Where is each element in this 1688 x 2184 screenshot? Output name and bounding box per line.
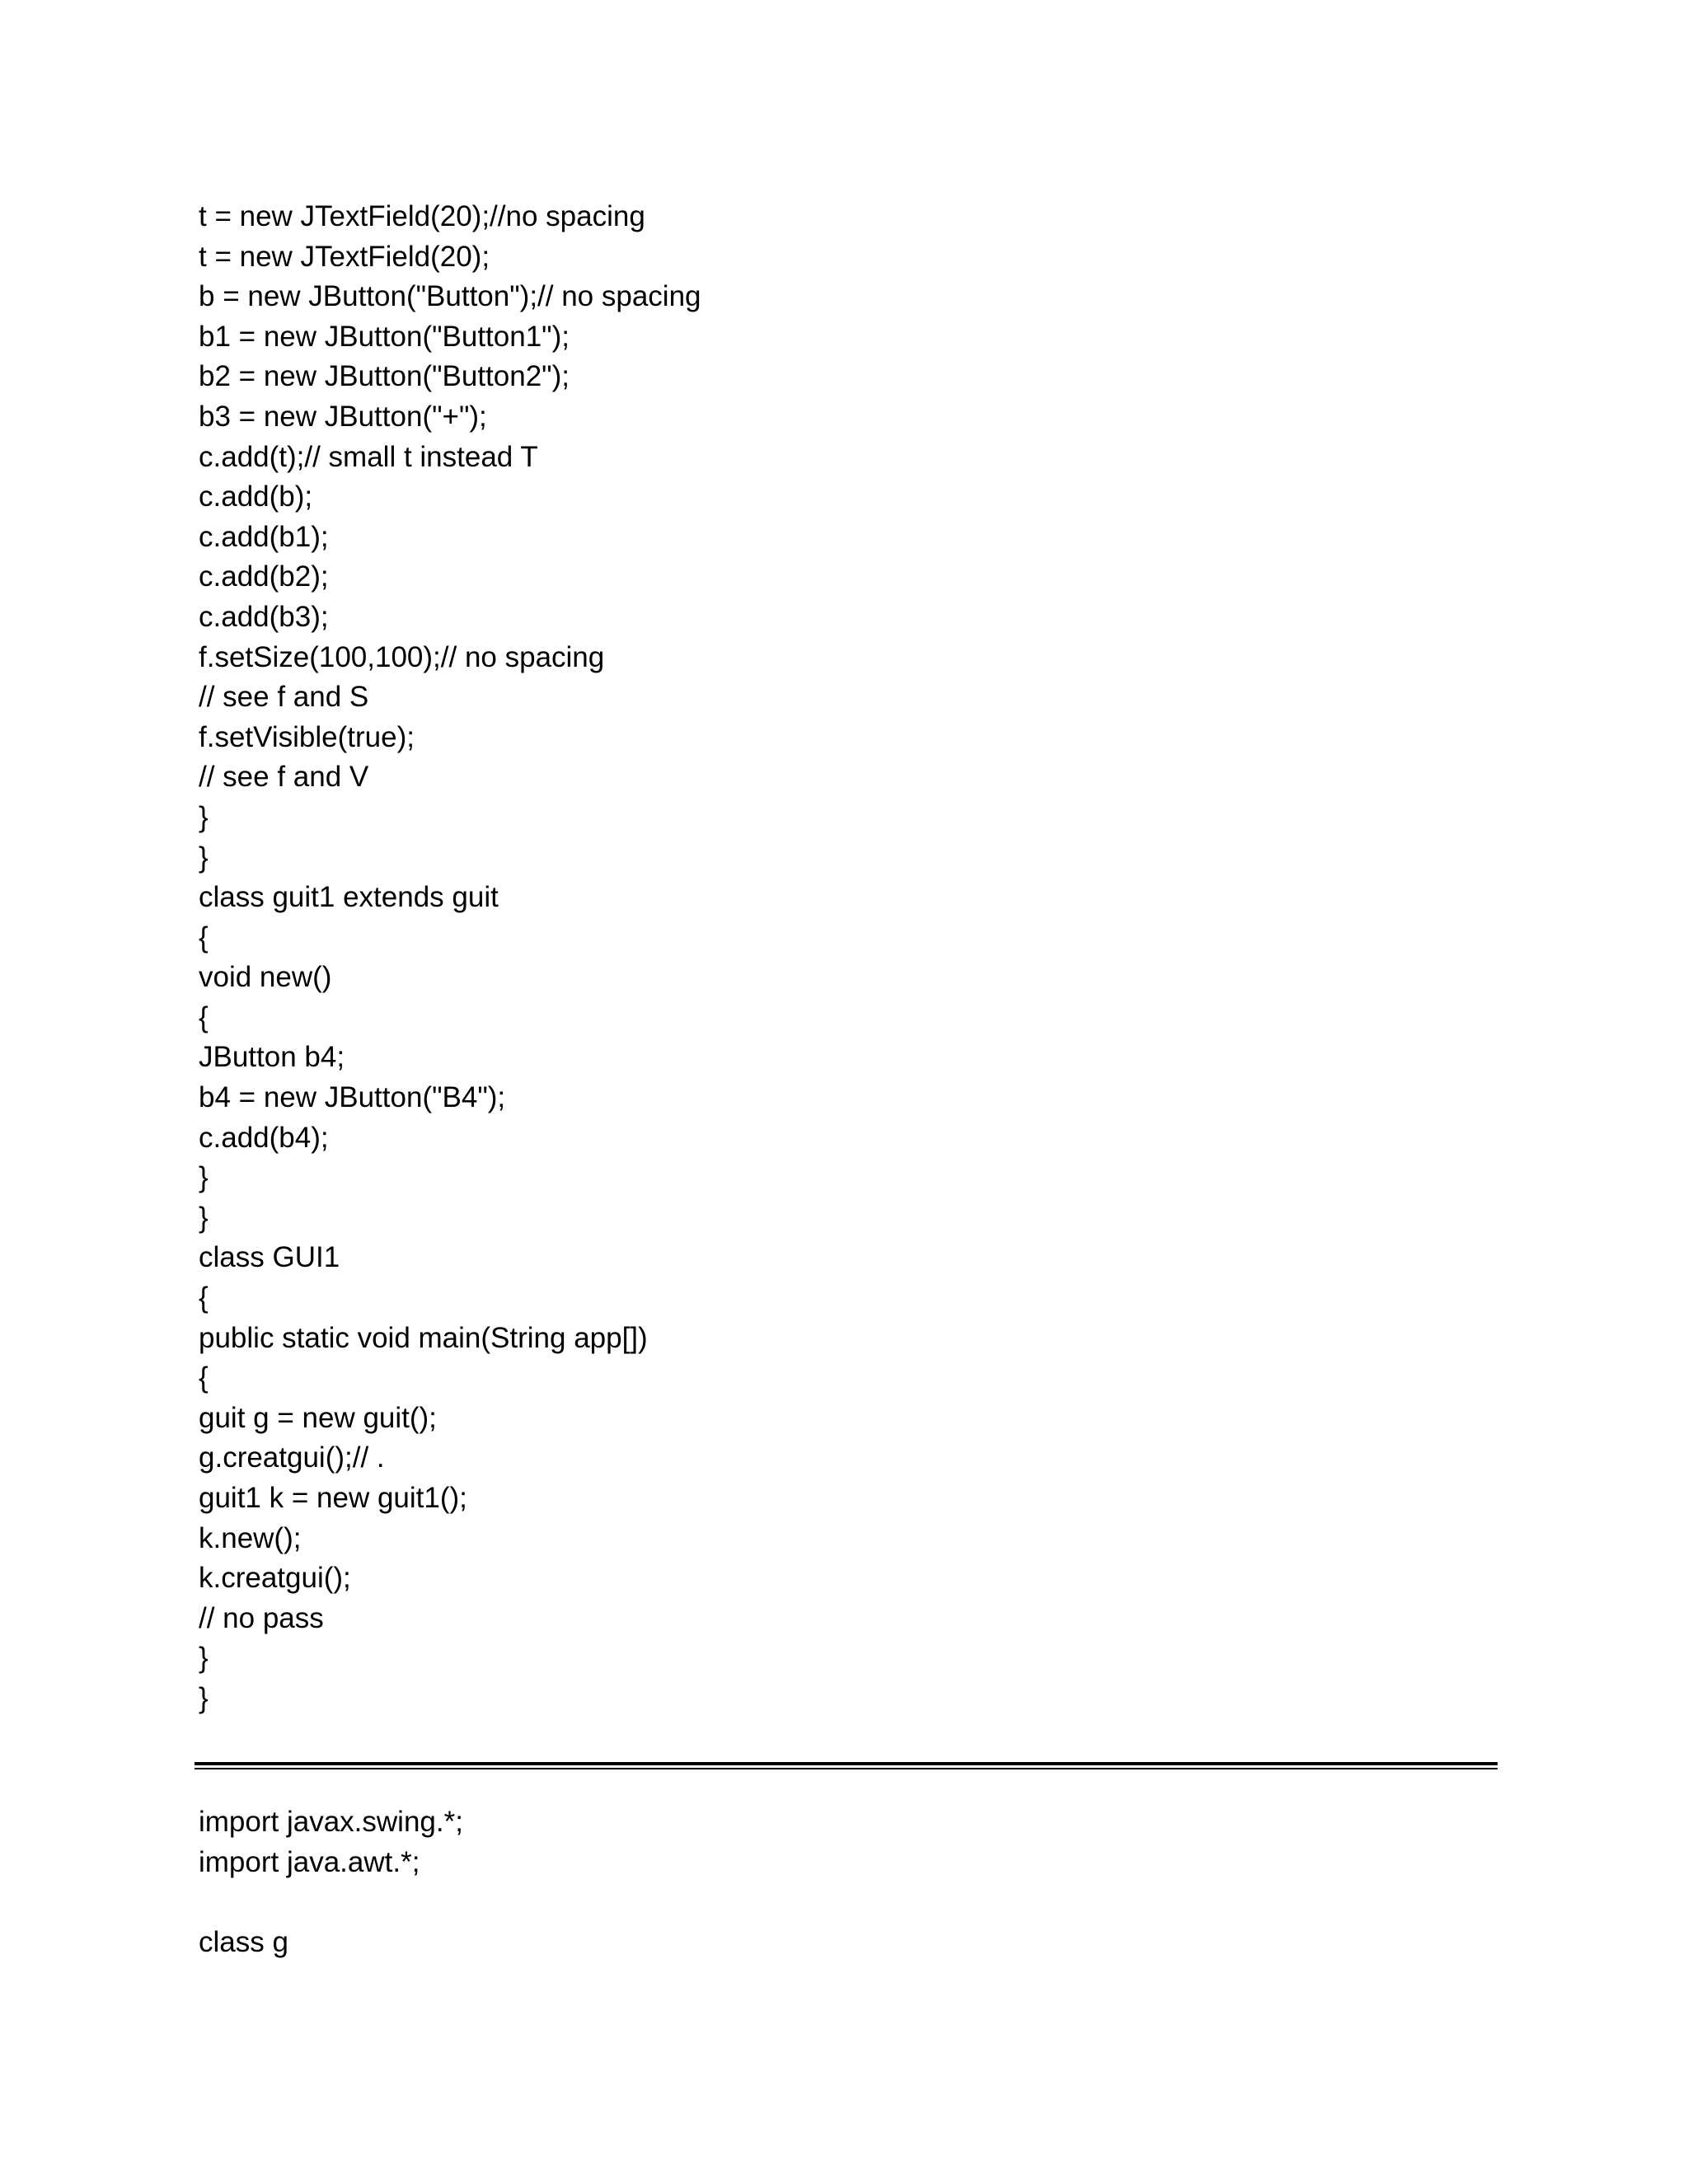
code-line: {	[199, 1361, 209, 1394]
code-line: }	[199, 800, 209, 833]
separator-rule-thin	[195, 1768, 1498, 1769]
code-line: c.add(t);// small t instead T	[199, 440, 538, 473]
code-line: {	[199, 1001, 209, 1033]
code-line: t = new JTextField(20);	[199, 240, 490, 273]
code-line: b1 = new JButton("Button1");	[199, 320, 570, 353]
code-line: c.add(b3);	[199, 600, 329, 633]
code-line: import java.awt.*;	[199, 1845, 420, 1878]
code-line: JButton b4;	[199, 1041, 345, 1074]
code-line: guit g = new guit();	[199, 1401, 437, 1434]
code-line: c.add(b);	[199, 480, 313, 513]
code-line: t = new JTextField(20);//no spacing	[199, 200, 645, 232]
code-line: c.add(b1);	[199, 520, 329, 553]
code-line: {	[199, 1282, 209, 1315]
separator-rule-thick	[195, 1762, 1498, 1765]
code-line: f.setSize(100,100);// no spacing	[199, 640, 605, 673]
code-line: }	[199, 1161, 209, 1194]
double-rule-separator	[195, 1762, 1498, 1769]
code-line: class g	[199, 1925, 288, 1958]
code-line: c.add(b4);	[199, 1121, 329, 1154]
code-line: k.new();	[199, 1521, 302, 1554]
code-line: // see f and V	[199, 761, 369, 794]
code-line: }	[199, 841, 209, 874]
code-line	[199, 1882, 463, 1923]
code-line: b = new JButton("Button");// no spacing	[199, 280, 701, 313]
code-line: void new()	[199, 961, 332, 994]
code-line: g.creatgui();// .	[199, 1441, 385, 1474]
code-line: guit1 k = new guit1();	[199, 1482, 467, 1514]
code-line: public static void main(String app[])	[199, 1321, 648, 1354]
code-line: b3 = new JButton("+");	[199, 400, 487, 433]
code-line: // no pass	[199, 1601, 324, 1634]
code-line: b2 = new JButton("Button2");	[199, 360, 570, 393]
code-line: f.setVisible(true);	[199, 720, 415, 753]
code-line: class GUI1	[199, 1241, 340, 1274]
code-line: }	[199, 1201, 209, 1234]
code-line: import javax.swing.*;	[199, 1806, 463, 1838]
code-line: k.creatgui();	[199, 1562, 351, 1595]
code-line: {	[199, 921, 209, 954]
code-line: c.add(b2);	[199, 560, 329, 593]
code-line: b4 = new JButton("B4");	[199, 1081, 506, 1114]
code-line: }	[199, 1681, 209, 1714]
code-line: }	[199, 1642, 209, 1675]
code-line: // see f and S	[199, 681, 369, 714]
code-line: class guit1 extends guit	[199, 881, 499, 914]
code-listing-top	[199, 197, 701, 1719]
code-listing-bottom	[199, 1802, 463, 1962]
